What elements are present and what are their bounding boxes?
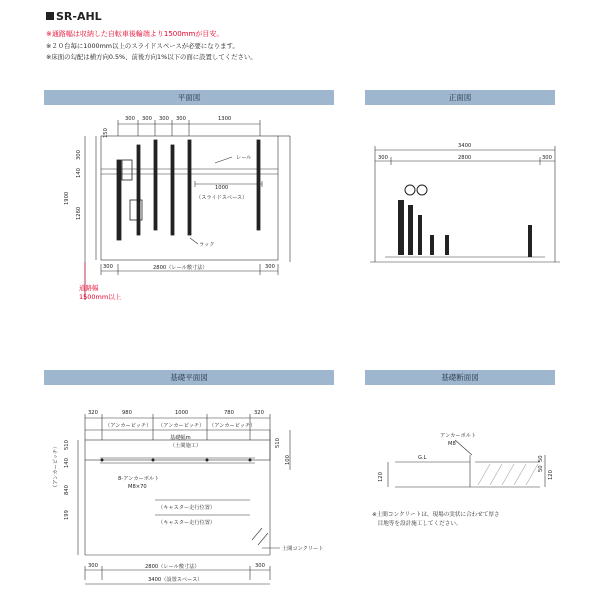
note-slope: ※床面の勾配は横方向0.5%、前後方向1%以下の面に設置してください。	[46, 53, 257, 61]
fp-bottom-left: 300	[88, 563, 98, 569]
model-title: SR-AHL	[46, 10, 102, 23]
fp-bottom-right: 300	[255, 563, 265, 569]
front-mid: 2800	[458, 155, 472, 161]
rail-label: レール	[236, 155, 252, 161]
fs-note-2: 目地等を設計施工してください。	[372, 521, 462, 527]
fs-dim-r2: 50	[538, 465, 544, 472]
plan-left-dim-3: 140	[76, 168, 82, 178]
fs-gl-label: G.L	[418, 455, 427, 461]
fp-bottom-mid: 2800（レール敷寸法）	[145, 564, 200, 570]
fp-dim-1: 320	[88, 410, 98, 416]
fp-concrete-width: 基礎幅m	[170, 435, 191, 441]
plan-left-dim-4: 1900	[64, 191, 70, 205]
fp-pitch-vertical: （アンカーピッチ）	[53, 443, 59, 490]
section-foundation-section: 基礎断面図	[365, 370, 555, 385]
fp-left-dim-2: 140	[64, 458, 70, 468]
fp-pitch-1: （アンカーピッチ）	[105, 423, 152, 429]
plan-dim-3: 300	[159, 116, 169, 122]
plan-bottom-left: 300	[103, 264, 113, 270]
fp-doma-label: 土間コンクリート	[282, 546, 324, 552]
plan-bottom-mid: 2800（レール敷寸法）	[153, 265, 208, 271]
aisle-label: 通路幅	[79, 284, 99, 292]
fp-left-dim-3: 840	[64, 485, 70, 495]
plan-dim-2: 300	[142, 116, 152, 122]
plan-left-dim-1: 150	[103, 128, 109, 138]
fs-anchor-label: アンカーボルト	[440, 433, 477, 439]
plan-dim-5: 1300	[218, 116, 232, 122]
fs-anchor-size: M8	[448, 441, 456, 447]
fp-right-dim-1: 510	[275, 438, 281, 448]
fp-dim-4: 780	[224, 410, 234, 416]
fp-anchor-label: 8-アンカーボルト	[118, 476, 160, 482]
fp-anchor-size: M8×70	[128, 484, 147, 490]
fp-concrete-work: （土間施工）	[170, 443, 202, 449]
slide-space-label: （スライドスペース）	[196, 195, 248, 201]
front-left: 300	[378, 155, 388, 161]
front-total: 3400	[458, 143, 472, 149]
fp-pitch-2: （アンカーピッチ）	[158, 423, 205, 429]
plan-dim-1: 300	[125, 116, 135, 122]
plan-left-dim-2: 300	[76, 150, 82, 160]
plan-dim-4: 300	[176, 116, 186, 122]
note-slide: ※２０台毎に1000mm以上のスライドスペースが必要になります。	[46, 42, 239, 50]
fp-left-dim-1: 510	[64, 440, 70, 450]
fp-dim-2: 980	[122, 410, 132, 416]
fp-caster-2: （キャスター走行位置）	[158, 520, 216, 526]
fp-right-dim-2: 100	[285, 455, 291, 465]
section-front-view: 正面図	[365, 90, 555, 105]
fp-total: 3400（設置スペース）	[148, 577, 203, 583]
plan-bottom-right: 300	[265, 264, 275, 270]
fp-dim-5: 320	[254, 410, 264, 416]
slide-dim: 1000	[215, 185, 229, 191]
fs-dim-left: 120	[378, 472, 384, 482]
fp-dim-3: 1000	[175, 410, 189, 416]
section-plan-view: 平面図	[44, 90, 334, 105]
aisle-value: 1500mm以上	[79, 293, 122, 301]
fp-pitch-3: （アンカーピッチ）	[209, 423, 256, 429]
fs-note-1: ※土間コンクリートは、現場の実状に合わせて厚さ	[372, 512, 500, 518]
rack-label: ラック	[199, 242, 215, 248]
plan-left-dim-5: 1260	[76, 206, 82, 220]
fp-left-dim-4: 199	[64, 510, 70, 520]
fs-dim-r1: 50	[538, 455, 544, 462]
fp-caster-1: （キャスター走行位置）	[158, 505, 216, 511]
note-aisle: ※通路幅は収納した自転車後輪端より1500mmが目安。	[46, 30, 224, 38]
fs-dim-r3: 120	[548, 470, 554, 480]
section-foundation-plan: 基礎平面図	[44, 370, 334, 385]
front-right: 300	[542, 155, 552, 161]
